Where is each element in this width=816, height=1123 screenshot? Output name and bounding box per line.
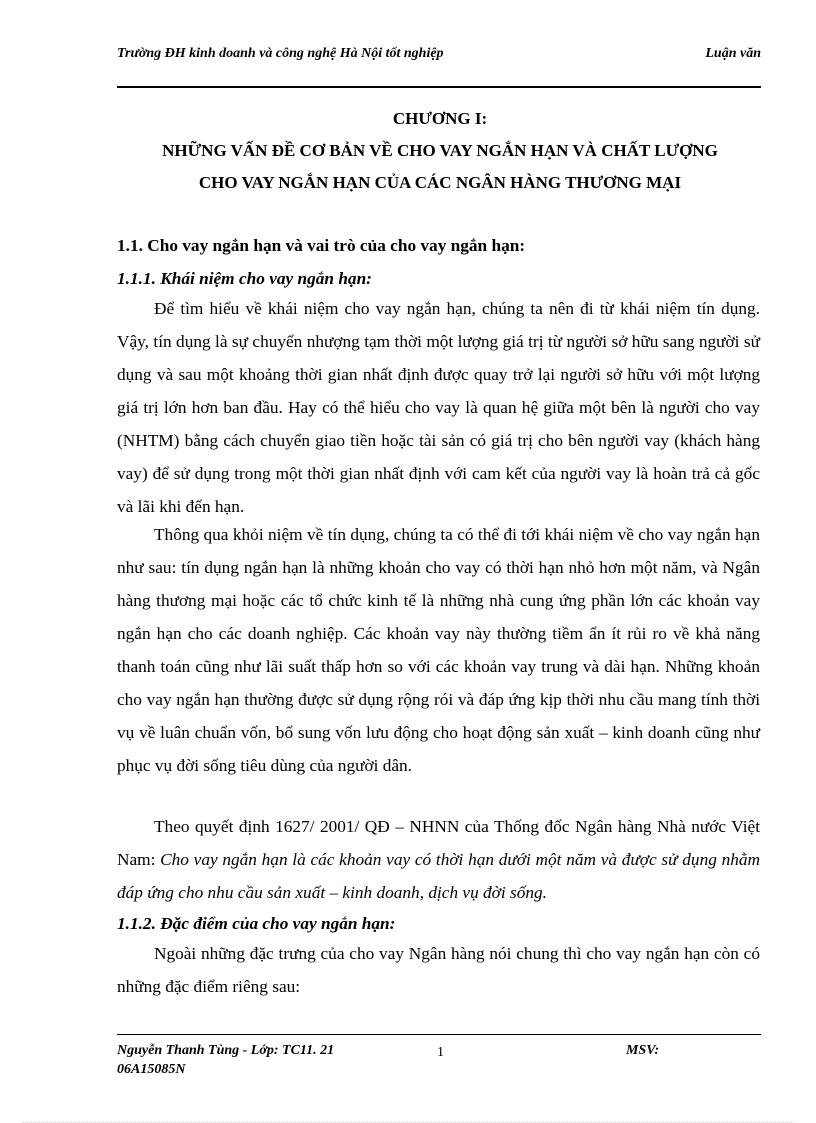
paragraph-characteristics: [117, 937, 760, 1003]
section-heading-1-1: 1.1. Cho vay ngắn hạn và vai trò của cho vay ngắn hạn:: [117, 236, 526, 255]
header-rule: [117, 86, 761, 88]
decision-lead: Theo quyết định 1627/ 2001/ QĐ – NHNN của Thống đốc Ngân hàng Nhà nước Việt Nam:: [117, 817, 760, 869]
paragraph-decision: [117, 810, 760, 909]
footer-rule: [117, 1034, 761, 1035]
chapter-title-line1: NHỮNG VẤN ĐỀ CƠ BẢN VỀ CHO VAY NGẮN HẠN VÀ CHẤT LƯỢNG: [162, 141, 718, 160]
paragraph-text: Ngoài những đặc trưng của cho vay Ngân hàng nói chung thì cho vay ngắn hạn còn có những đặc điểm riêng sau:: [117, 944, 760, 996]
chapter-title-line2: CHO VAY NGẮN HẠN CỦA CÁC NGÂN HÀNG THƯƠNG MẠI: [198, 173, 682, 192]
paragraph-text: Để tìm hiểu về khái niệm cho vay ngắn hạn, chúng ta nên đi từ khái niệm tín dụng. Vậy, tín dụng là sự chuyển nhượng tạm thời một lượng giá trị từ người sở hữu sang người sử dụng và sau một khoảng thời gian nhất định được quay trở lại người sở hữu với một lượng giá trị lớn hơn ban đầu. Hay có thể hiểu cho vay là quan hệ giữa một bên là người cho vay (NHTM) bằng cách chuyển giao tiền hoặc tài sản có giá trị cho bên người vay (khách hàng vay) để sử dụng trong một thời gian nhất định với cam kết của người vay là hoàn trả cả gốc và lãi khi đến hạn.: [117, 299, 760, 516]
paragraph-short-term-loan: [117, 518, 760, 782]
section-heading-1-1-1: 1.1.1. Khái niệm cho vay ngắn hạn:: [117, 269, 372, 288]
page-header: [117, 45, 761, 87]
paragraph-text: Thông qua khỏi niệm về tín dụng, chúng ta có thể đi tới khái niệm về cho vay ngắn hạn như sau: tín dụng ngắn hạn là những khoản cho vay có thời hạn nhỏ hơn một năm, và Ngân hàng thương mại hoặc các tổ chức kinh tế là những nhà cung ứng phần lớn các khoản vay ngắn hạn cho các doanh nghiệp. Các khoản vay này thường tiềm ẩn ít rủi ro về khả năng thanh toán cũng như lãi suất thấp hơn so với các khoản vay trung và dài hạn. Những khoản cho vay ngắn hạn thường được sử dụng rộng rói và đáp ứng kịp thời nhu cầu mang tính thời vụ về luân chuẩn vốn, bổ sung vốn lưu động cho hoạt động sản xuất – kinh doanh cũng như phục vụ đời sống tiêu dùng của người dân.: [117, 525, 760, 775]
decision-quote: Cho vay ngắn hạn là các khoản vay có thời hạn dưới một năm và được sử dụng nhằm đáp ứng cho nhu cầu sản xuất – kinh doanh, dịch vụ đời sống.: [117, 850, 760, 902]
page-number: 1: [437, 1045, 444, 1060]
footer-author: Nguyễn Thanh Tùng - Lớp: TC11. 21: [117, 1043, 335, 1058]
header-school: Trường ĐH kinh doanh và công nghệ Hà Nội tốt nghiệp: [117, 46, 444, 61]
footer-student-id: 06A15085N: [117, 1062, 186, 1077]
paragraph-credit-definition: [117, 292, 760, 523]
header-doc-type: Luận văn: [705, 46, 761, 61]
chapter-number: CHƯƠNG I:: [392, 109, 488, 128]
footer-msv-label: MSV:: [626, 1043, 660, 1058]
section-heading-1-1-2: 1.1.2. Đặc điểm của cho vay ngắn hạn:: [117, 914, 396, 933]
paragraph-text: [117, 810, 760, 909]
